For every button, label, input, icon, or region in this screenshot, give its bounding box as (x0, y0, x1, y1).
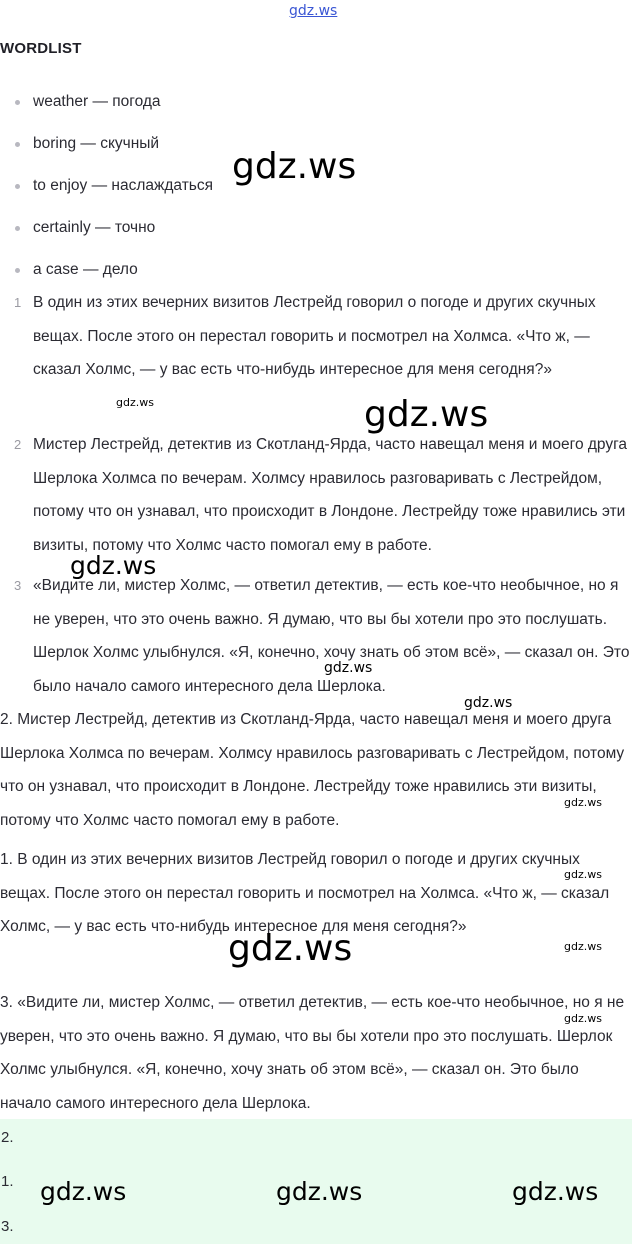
watermark: gdz.ws (464, 695, 513, 711)
list-item: weather — погода (0, 86, 632, 128)
paragraph-number: 1 (14, 295, 22, 310)
watermark: gdz.ws (232, 146, 357, 187)
watermark-link[interactable]: gdz.ws (289, 3, 338, 19)
bullet-icon (15, 184, 20, 189)
watermark: gdz.ws (276, 1177, 363, 1206)
bullet-icon (15, 100, 20, 105)
watermark: gdz.ws (324, 660, 373, 676)
bullet-icon (15, 268, 20, 273)
list-item: a case — дело (0, 254, 632, 296)
paragraph-text: Мистер Лестрейд, детектив из Скотланд-Ярда, часто навещал меня и моего друга Шерлока Холмса по вечерам. Холмсу нравилось разговаривать с Лестрейдом, потому что он узнавал, что происходит в Лондоне. Лестрейду тоже нравились эти визиты, потому что Холмс часто помогал ему в работе. (33, 436, 628, 554)
watermark: gdz.ws (564, 940, 602, 953)
watermark: gdz.ws (228, 928, 353, 969)
watermark: gdz.ws (564, 868, 602, 881)
watermark: gdz.ws (116, 396, 154, 409)
answer-number: 3. (1, 1218, 14, 1235)
answer-number: 1. (1, 1173, 14, 1190)
paragraph-number: 3 (14, 578, 22, 593)
paragraph-number: 2 (14, 437, 22, 452)
answer-paragraph: 1. В один из этих вечерних визитов Лестрейд говорил о погоде и других скучных вещах. После этого он перестал говорить и посмотрел на Холмса. «Что ж, — сказал Холмс, — у вас есть что-нибудь интересное для меня сегодня?» (0, 851, 610, 935)
watermark: gdz.ws (40, 1177, 127, 1206)
wordlist (0, 86, 632, 296)
list-item: boring — скучный (0, 128, 632, 170)
list-item: certainly — точно (0, 212, 632, 254)
watermark: gdz.ws (564, 796, 602, 809)
watermark: gdz.ws (564, 1012, 602, 1025)
watermark: gdz.ws (512, 1177, 599, 1206)
bullet-icon (15, 226, 20, 231)
answer-number: 2. (1, 1129, 14, 1146)
paragraph-text: «Видите ли, мистер Холмс, — ответил детектив, — есть кое-что необычное, но я не уверен, что это очень важно. Я думаю, что вы бы хотели про это послушать. Шерлок Холмс улыбнулся. «Я, конечно, хочу знать об этом всё», — сказал он. Это было начало самого интересного дела Шерлока. (33, 577, 630, 695)
wordlist-heading: WORDLIST (0, 40, 82, 57)
paragraph-text: В один из этих вечерних визитов Лестрейд говорил о погоде и других скучных вещах. После этого он перестал говорить и посмотрел на Холмса. «Что ж, — сказал Холмс, — у вас есть что-нибудь интересное для меня сегодня?» (33, 294, 596, 378)
watermark: gdz.ws (364, 394, 489, 435)
answer-paragraph: 3. «Видите ли, мистер Холмс, — ответил детектив, — есть кое-что необычное, но я не уверен, что это очень важно. Я думаю, что вы бы хотели про это послушать. Шерлок Холмс улыбнулся. «Я, конечно, хочу знать об этом всё», — сказал он. Это было начало самого интересного дела Шерлока. (0, 994, 625, 1112)
watermark: gdz.ws (70, 551, 157, 580)
list-item: to enjoy — наслаждаться (0, 170, 632, 212)
answer-paragraph: 2. Мистер Лестрейд, детектив из Скотланд-Ярда, часто навещал меня и моего друга Шерлока Холмса по вечерам. Холмсу нравилось разговаривать с Лестрейдом, потому что он узнавал, что происходит в Лондоне. Лестрейду тоже нравились эти визиты, потому что Холмс часто помогал ему в работе. (0, 711, 625, 829)
bullet-icon (15, 142, 20, 147)
